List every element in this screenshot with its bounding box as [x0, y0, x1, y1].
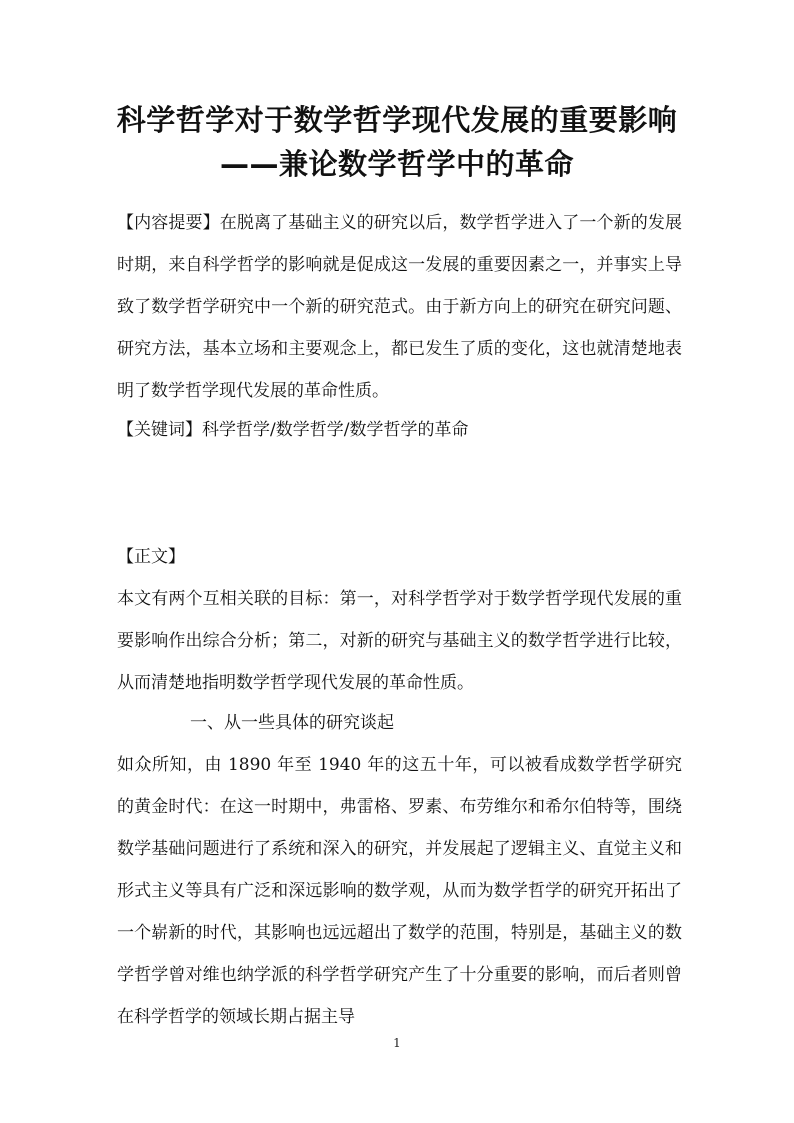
document-subtitle: ——兼论数学哲学中的革命 [219, 147, 574, 181]
abstract-paragraph: 【内容提要】在脱离了基础主义的研究以后，数学哲学进入了一个新的发展时期，来自科学哲学的影响就是促成这一发展的重要因素之一，并事实上导致了数学哲学研究中一个新的研究范式。由于新方向上的研究在研究问题、研究方法，基本立场和主要观念上，都已发生了质的变化，这也就清楚地表明了数学哲学现代发展的革命性质。 [117, 213, 682, 401]
history-paragraph: 如众所知，由 1890 年至 1940 年的这五十年，可以被看成数学哲学研究的黄金时代：在这一时期中，弗雷格、罗素、布劳维尔和希尔伯特等，围绕数学基础问题进行了系统和深入的研究，并发展起了逻辑主义、直觉主义和形式主义等具有广泛和深远影响的数学观，从而为数学哲学的研究开拓出了一个崭新的时代，其影响也远远超出了数学的范围，特别是，基础主义的数学哲学曾对维也纳学派的科学哲学研究产生了十分重要的影响，而后者则曾在科学哲学的领域长期占据主导 [117, 755, 682, 1027]
keywords-paragraph: 【关键词】科学哲学/数学哲学/数学哲学的革命 [117, 420, 469, 440]
section-heading: 一、从一些具体的研究谈起 [190, 713, 394, 733]
document-title: 科学哲学对于数学哲学现代发展的重要影响 [116, 103, 678, 137]
body-label: 【正文】 [117, 547, 185, 567]
intro-paragraph: 本文有两个互相关联的目标：第一，对科学哲学对于数学哲学现代发展的重要影响作出综合分析；第二，对新的研究与基础主义的数学哲学进行比较，从而清楚地指明数学哲学现代发展的革命性质。 [117, 589, 682, 693]
page-number: 1 [393, 1036, 401, 1050]
